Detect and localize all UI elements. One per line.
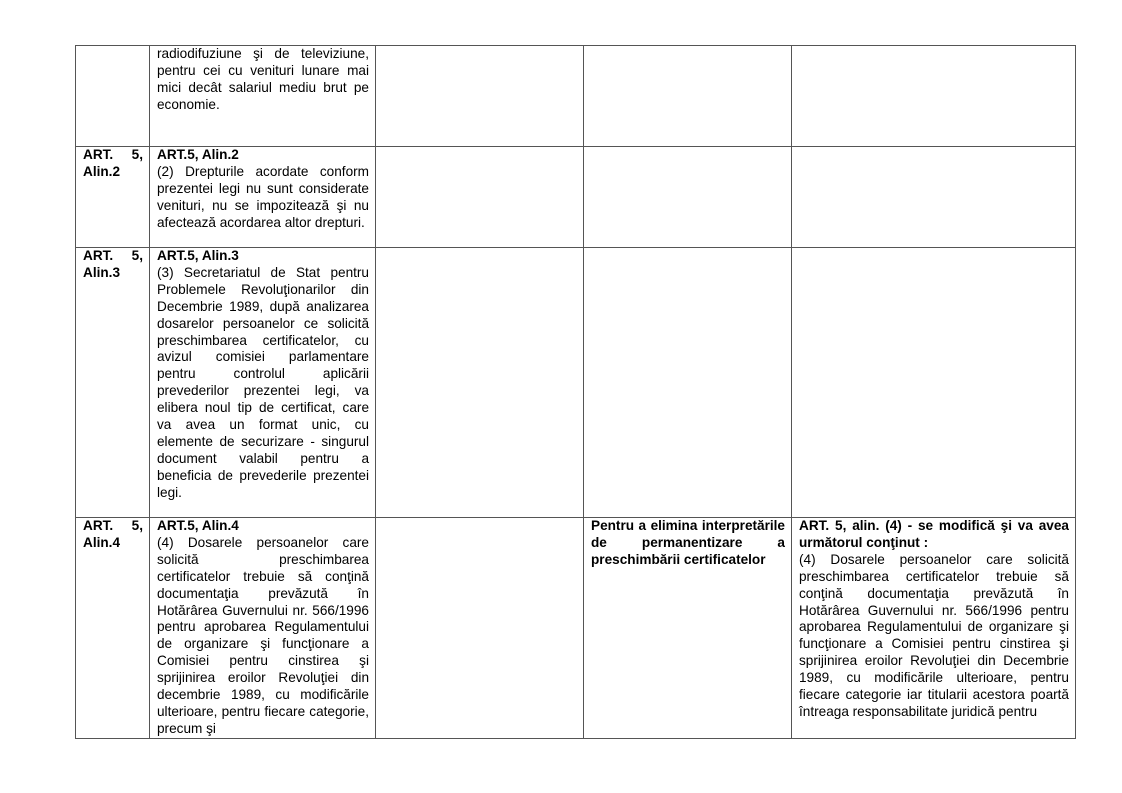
table-row xyxy=(76,147,1076,248)
current-heading: ART.5, Alin.4 xyxy=(157,518,239,533)
table-row xyxy=(76,518,1076,739)
current-text: (4) Dosarele persoanelor care solicită preschimbarea certificatelor trebuie să conţină documentaţia prevăzută în Hotărârea Guvernului nr. 566/1996 pentru aprobarea Regulamentului de organizare şi funcţionare a Comisiei pentru cinstirea şi sprijinirea eroilor Revoluţiei din decembrie 1989, cu modificările ulterioare, pentru fiecare categorie, precum şi xyxy=(157,534,369,736)
empty-cell xyxy=(376,46,584,147)
proposal-cell xyxy=(792,46,1076,147)
proposal-cell xyxy=(792,248,1076,518)
article-ref: ART. 5, Alin.2 xyxy=(83,147,143,179)
motivation-cell xyxy=(584,518,792,739)
motivation-cell xyxy=(584,248,792,518)
article-ref-cell xyxy=(76,518,150,739)
comparison-table xyxy=(75,45,1076,739)
proposal-text: (4) Dosarele persoanelor care solicită preschimbarea certificatelor trebuie să conţină documentaţia prevăzută în Hotărârea Guvernului nr. 566/1996 pentru aprobarea Regulamentului de organizare şi funcţionare a Comisiei pentru cinstirea şi sprijinirea eroilor Revoluţiei din Decembrie 1989, cu modificările ulterioare, pentru fiecare categorie iar titularii acestora poartă întreaga responsabilitate juridică pentru xyxy=(799,551,1069,719)
current-heading: ART.5, Alin.2 xyxy=(157,147,239,162)
empty-cell xyxy=(376,248,584,518)
motivation-cell xyxy=(584,147,792,248)
current-text-cell xyxy=(150,518,376,739)
empty-cell xyxy=(376,518,584,739)
table-row xyxy=(76,248,1076,518)
motivation-text: Pentru a elimina interpretările de permanentizare a preschimbării certificatelor xyxy=(591,518,785,567)
article-ref: ART. 5, Alin.3 xyxy=(83,248,143,280)
article-ref-cell xyxy=(76,147,150,248)
current-text: (3) Secretariatul de Stat pentru Problemele Revoluţionarilor din Decembrie 1989, după analizarea dosarelor persoanelor ce solicită preschimbarea certificatelor, cu avizul comisiei parlamentare pentru controlul aplicării prevederilor prezentei legi, va elibera noul tip de certificat, care va avea un format unic, cu elemente de securizare - singurul document valabil pentru a beneficia de prevederile prezentei legi. xyxy=(157,264,369,500)
article-ref-cell xyxy=(76,248,150,518)
empty-cell xyxy=(376,147,584,248)
motivation-cell xyxy=(584,46,792,147)
current-text-cell xyxy=(150,248,376,518)
proposal-cell xyxy=(792,518,1076,739)
current-text: (2) Drepturile acordate conform prezentei legi nu sunt considerate venituri, nu se impozitează şi nu afectează acordarea altor drepturi. xyxy=(157,163,369,230)
current-text-cell xyxy=(150,46,376,147)
proposal-heading: ART. 5, alin. (4) - se modifică şi va avea următorul conţinut : xyxy=(799,518,1069,550)
table-row xyxy=(76,46,1076,147)
current-text: radiodifuziune şi de televiziune, pentru cei cu venituri lunare mai mici decât salariul mediu brut pe economie. xyxy=(157,46,369,112)
article-ref-cell xyxy=(76,46,150,147)
proposal-cell xyxy=(792,147,1076,248)
article-ref: ART. 5, Alin.4 xyxy=(83,518,143,550)
current-text-cell xyxy=(150,147,376,248)
current-heading: ART.5, Alin.3 xyxy=(157,248,239,263)
